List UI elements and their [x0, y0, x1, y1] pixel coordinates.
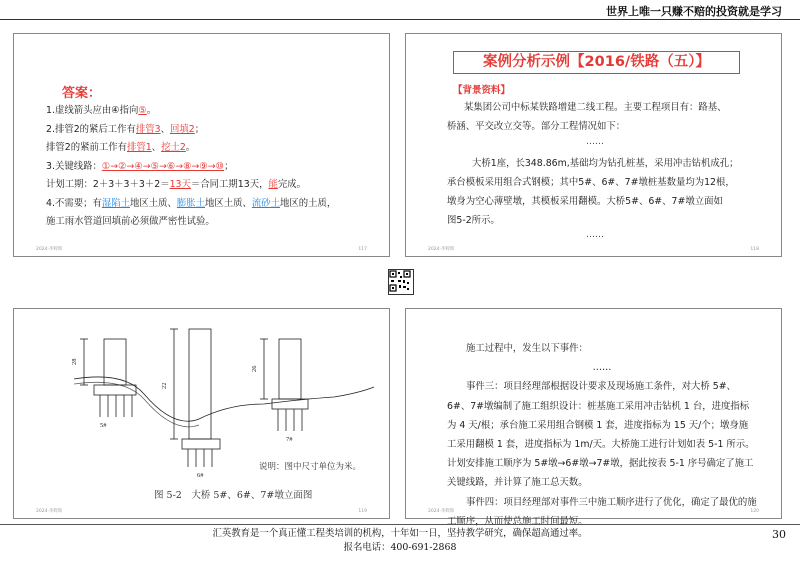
background-para-1a: 某集团公司中标某铁路增建二线工程。主要工程项目有：路基、 — [464, 102, 727, 113]
figure-caption: 图 5-2 大桥 5#、6#、7#墩立面图 — [154, 490, 313, 501]
answer-body — [46, 102, 375, 232]
pier-7-label: 7# — [286, 436, 293, 443]
background-para-2b: 承台模板采用组合式钢模；其中5#、6#、7#墩桩基数量均为12根， — [447, 177, 735, 188]
answer-line-3: 排管2的紧前工作有排管1、挖土2。 — [46, 142, 196, 153]
ellipsis: …… — [586, 137, 604, 147]
case-title: 案例分析示例【2016/铁路（五）】 — [453, 51, 740, 74]
dim-label-pier5: 28 — [71, 358, 78, 365]
slide-answer — [13, 33, 390, 257]
dim-label-pier7: 26 — [251, 365, 258, 372]
pier-6-label: 6# — [197, 472, 204, 479]
background-para-2a: 大桥1座，长348.86m,基础均为钻孔桩基，采用冲击钻机成孔； — [472, 158, 739, 169]
events-body — [447, 339, 757, 531]
slide-page-number: 119 — [358, 509, 367, 514]
answer-line-5: 计划工期：2＋3＋3＋3＋2＝13天＝合同工期13天，能完成。 — [46, 179, 306, 190]
ellipsis: …… — [586, 230, 604, 240]
figure-note: 说明：图中尺寸单位为米。 — [259, 462, 362, 472]
event-three: 事件三：项目经理部根据设计要求及现场施工条件，对大桥 5#、6#、7#墩编制了施工组织设计：桩基施工采用冲击钻机 1 台，进度指标为 4 天/根；承台施工采用组合钢模 1 套，进度指标为 15 天/个；墩身施工采用翻模 1 套，进度指标为 1m/天。大桥施工进行计划如表 5-1 所示。计划安排施工顺序为 5#墩→6#墩→7#墩，据此按表 5-1 序号确定了施工关键线路，并计算了施工总天数。 — [447, 381, 755, 489]
slide-footer-left: 2024·李辉辉 — [428, 509, 455, 514]
ellipsis: …… — [592, 362, 612, 374]
pier-7-shaft — [279, 339, 301, 399]
answer-title: 答案： — [62, 86, 102, 101]
pier-5-label: 5# — [100, 422, 107, 429]
background-para-1b: 桥涵、平交改立交等。部分工程情况如下： — [447, 121, 626, 132]
answer-line-7: 施工雨水管道回填前必须做严密性试验。 — [46, 216, 215, 227]
answer-line-6: 4.不需要；有湿陷土地区土质、膨胀土地区土质、流砂土地区的土质， — [46, 197, 337, 209]
slide-case-background — [405, 33, 782, 257]
background-label: 【背景资料】 — [453, 85, 511, 96]
slide-page-number: 120 — [750, 509, 759, 514]
answer-line-1: 1.虚线箭头应由④指向⑤。 — [46, 105, 157, 116]
events-intro: 施工过程中，发生以下事件： — [466, 343, 588, 354]
slide-page-number: 118 — [750, 247, 759, 252]
slide-footer-left: 2024·李辉辉 — [428, 247, 455, 252]
page-number: 30 — [772, 528, 786, 541]
footer-phone: 报名电话：400-691-2868 — [343, 542, 457, 553]
answer-line-2: 2.排管2的紧后工作有排管3、回填2； — [46, 123, 205, 135]
pier-6-shaft — [189, 329, 211, 439]
footer-slogan: 汇英教育是一个真正懂工程类培训的机构，十年如一日，坚持教学研究，确保超高通过率。 — [212, 528, 588, 539]
slide-events — [405, 308, 782, 527]
pier-6-cap — [182, 439, 220, 449]
dim-label-pier6: 22 — [161, 382, 168, 389]
answer-line-4: 3.关键线路：①→②→④→⑤→⑥→⑧→⑨→⑩； — [46, 160, 234, 172]
slide-footer-left: 2024·李辉辉 — [36, 509, 63, 514]
background-para-2c: 墩身为空心薄壁墩，其模板采用翻模。大桥5#、6#、7#墩立面如 — [447, 196, 723, 207]
qr-code — [388, 269, 414, 295]
header-slogan: 世界上唯一只赚不赔的投资就是学习 — [606, 5, 782, 18]
footer-divider — [0, 524, 800, 525]
slide-page-number: 117 — [358, 247, 367, 252]
slide-pier-figure — [13, 308, 390, 519]
qr-code-icon — [389, 270, 411, 292]
pier-5-cap — [94, 385, 136, 395]
page-footer — [0, 527, 800, 555]
ground-profile — [74, 377, 374, 421]
header-divider — [0, 19, 800, 20]
background-para-2d: 图5-2所示。 — [447, 215, 500, 226]
event-four: 事件四：项目经理部对事件三中施工顺序进行了优化，确定了最优的施工顺序，从而使总施工时间最短。 — [447, 496, 757, 527]
slide-footer-left: 2024·李辉辉 — [36, 247, 63, 252]
pier-7-cap — [272, 399, 308, 409]
